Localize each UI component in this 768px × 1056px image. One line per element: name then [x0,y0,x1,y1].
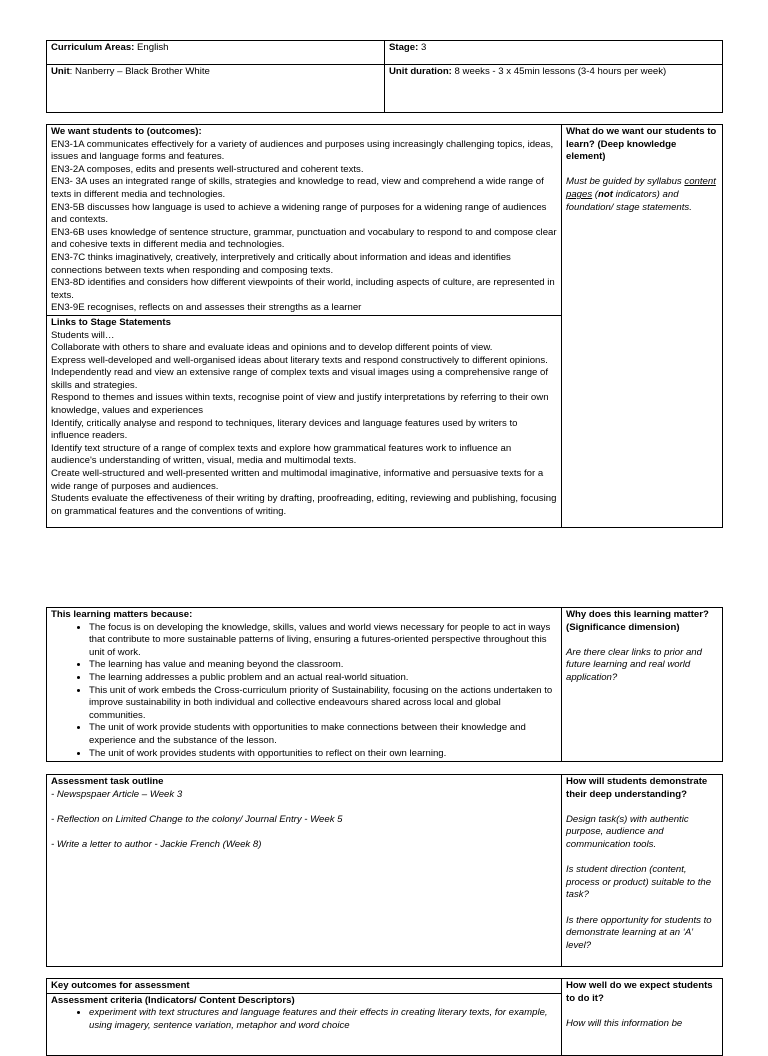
unit-cell [47,65,385,113]
outcome-item: EN3-1A communicates effectively for a variety of audiences and purposes using increasingly challenging topics, ideas, issues and language forms and features. [51,138,554,163]
learning-matters-list [51,622,557,761]
stage-statement-item: Express well-developed and well-organised ideas about literary texts and respond constructively to different opinions. [51,354,548,366]
unit-header-table [46,40,723,113]
list-item: • experiment with text structures and language features and their effects in creating literary texts, for example, using imagery, sentence variation, metaphor and word choice [89,1007,557,1032]
outcome-item: EN3-6B uses knowledge of sentence structure, grammar, punctuation and vocabulary to respond to and compose clear and cohesive texts in different media and technologies. [51,226,557,251]
significance-heading: Why does this learning matter? (Significance dimension) [566,609,709,633]
assessment-outline-heading: Assessment task outline [51,776,164,787]
list-item: • This unit of work embeds the Cross-curriculum priority of Sustainability, focusing on the actions undertaken to improve sustainability in both individual and collective endeavours shared across local and global communities. [89,685,557,723]
deep-knowledge-cell [562,125,723,528]
outcome-item: EN3-7C thinks imaginatively, creatively, interpretively and critically about information and ideas and identifies connections between texts when responding and composing texts. [51,251,511,276]
stage-statement-item: Create well-structured and well-presented written and multimodal imaginative, informative and persuasive texts for a wide range of purposes and audiences. [51,468,544,492]
learning-matters-table [46,607,723,762]
stage-statements-heading: Links to Stage Statements [51,316,171,328]
outcomes-heading: We want students to (outcomes): [51,126,202,137]
stage-statement-item: Independently read and view an extensive range of complex texts and visual images using a comprehensive range of skills and strategies. [51,367,549,391]
list-item: • The learning addresses a public problem and an actual real-world situation. [89,672,557,685]
assessment-criteria-heading: Assessment criteria (Indicators/ Content Descriptors) [51,994,295,1006]
learning-matters-heading: This learning matters because: [51,609,193,620]
outcome-item: EN3-5B discusses how language is used to achieve a widening range of purposes for a widening range of audiences and contexts. [51,201,547,226]
stage-cell [385,41,723,65]
list-item: • The focus is on developing the knowledge, skills, values and world views necessary for people to act in ways that contribute to more sustainable patterns of living, ensuring a futures-oriented perspective throughout this unit of work. [89,622,557,660]
unit-label: Unit [51,66,70,77]
assessment-table [46,774,723,967]
assessment-task-item: - Newspspaer Article – Week 3 [51,788,183,800]
outcomes-table [46,124,723,528]
stage-statements-cell [47,315,562,527]
demonstrate-understanding-cell [562,775,723,967]
deep-knowledge-note: Must be guided by syllabus content pages (not indicators) and foundation/ stage statements. [566,176,716,213]
curriculum-area-cell [47,41,385,65]
assessment-criteria-list [51,1007,557,1032]
stage-statement-item: Collaborate with others to share and evaluate ideas and opinions and to develop different points of view. [51,342,493,354]
outcome-item: EN3-9E recognises, reflects on and assesses their strengths as a learner [51,302,362,314]
significance-cell [562,608,723,762]
curriculum-area-label: Curriculum Areas: [51,42,135,53]
outcomes-cell [47,125,562,316]
deep-knowledge-heading: What do we want our students to learn? (Deep knowledge element) [566,126,717,163]
unit-duration-cell [385,65,723,113]
learning-matters-cell [47,608,562,762]
expectation-heading: How well do we expect students to do it? [566,980,713,1004]
key-outcomes-heading: Key outcomes for assessment [51,980,190,991]
stage-statement-item: Identify text structure of a range of complex texts and explore how grammatical features work to influence an audience's understanding of written, visual, media and multimodal texts. [51,442,512,467]
outcome-item: EN3-2A composes, edits and presents well-structured and coherent texts. [51,163,364,175]
assessment-outline-cell [47,775,562,967]
expectation-cell [562,979,723,1056]
list-item: • The learning has value and meaning beyond the classroom. [89,659,557,672]
demonstrate-note: Is student direction (content, process or product) suitable to the task? [566,864,712,901]
demonstrate-understanding-heading: How will students demonstrate their deep understanding? [566,776,708,800]
list-item: • The unit of work provide students with opportunities to make connections between their knowledge and experience and the substance of the lesson. [89,722,557,747]
expectation-note: How will this information be [566,1017,683,1029]
significance-note: Are there clear links to prior and future learning and real world application? [566,646,702,683]
stage-value: 3 [418,42,427,53]
assessment-task-item: - Reflection on Limited Change to the colony/ Journal Entry - Week 5 [51,813,343,825]
content-pages-link: content pages [566,176,716,200]
unit-duration-label: Unit duration: [389,66,452,77]
key-outcomes-heading-cell [47,979,562,994]
unit-duration-value: 8 weeks - 3 x 45min lessons (3-4 hours per week) [451,66,667,77]
stage-statements-intro: Students will… [51,329,115,341]
assessment-criteria-cell [47,993,562,1055]
demonstrate-note: Is there opportunity for students to demonstrate learning at an ‘A’ level? [566,914,712,951]
list-item: • The unit of work provides students with opportunities to reflect on their own learning. [89,748,557,761]
outcome-item: EN3- 3A uses an integrated range of skills, strategies and knowledge to read, view and comprehend a wide range of texts in different media and technologies. [51,176,544,200]
demonstrate-note: Design task(s) with authentic purpose, audience and communication tools. [566,813,689,850]
stage-statement-item: Students evaluate the effectiveness of their writing by drafting, proofreading, editing, reviewing and publishing, focusing on grammatical features and the conventions of writing. [51,493,557,517]
assessment-task-item: - Write a letter to author - Jackie French (Week 8) [51,838,262,850]
outcome-item: EN3-8D identifies and considers how different viewpoints of their world, including aspects of culture, are represented in texts. [51,277,555,301]
unit-value: : Nanberry – Black Brother White [69,66,210,77]
stage-statement-item: Identify, critically analyse and respond to techniques, literary devices and language features used by writers to influence readers. [51,417,518,442]
curriculum-area-value: English [134,42,169,53]
key-outcomes-table [46,978,723,1056]
stage-label: Stage: [389,42,419,53]
stage-statement-item: Respond to themes and issues within texts, recognise point of view and justify interpretations by referring to their own knowledge, values and experiences [51,392,549,417]
